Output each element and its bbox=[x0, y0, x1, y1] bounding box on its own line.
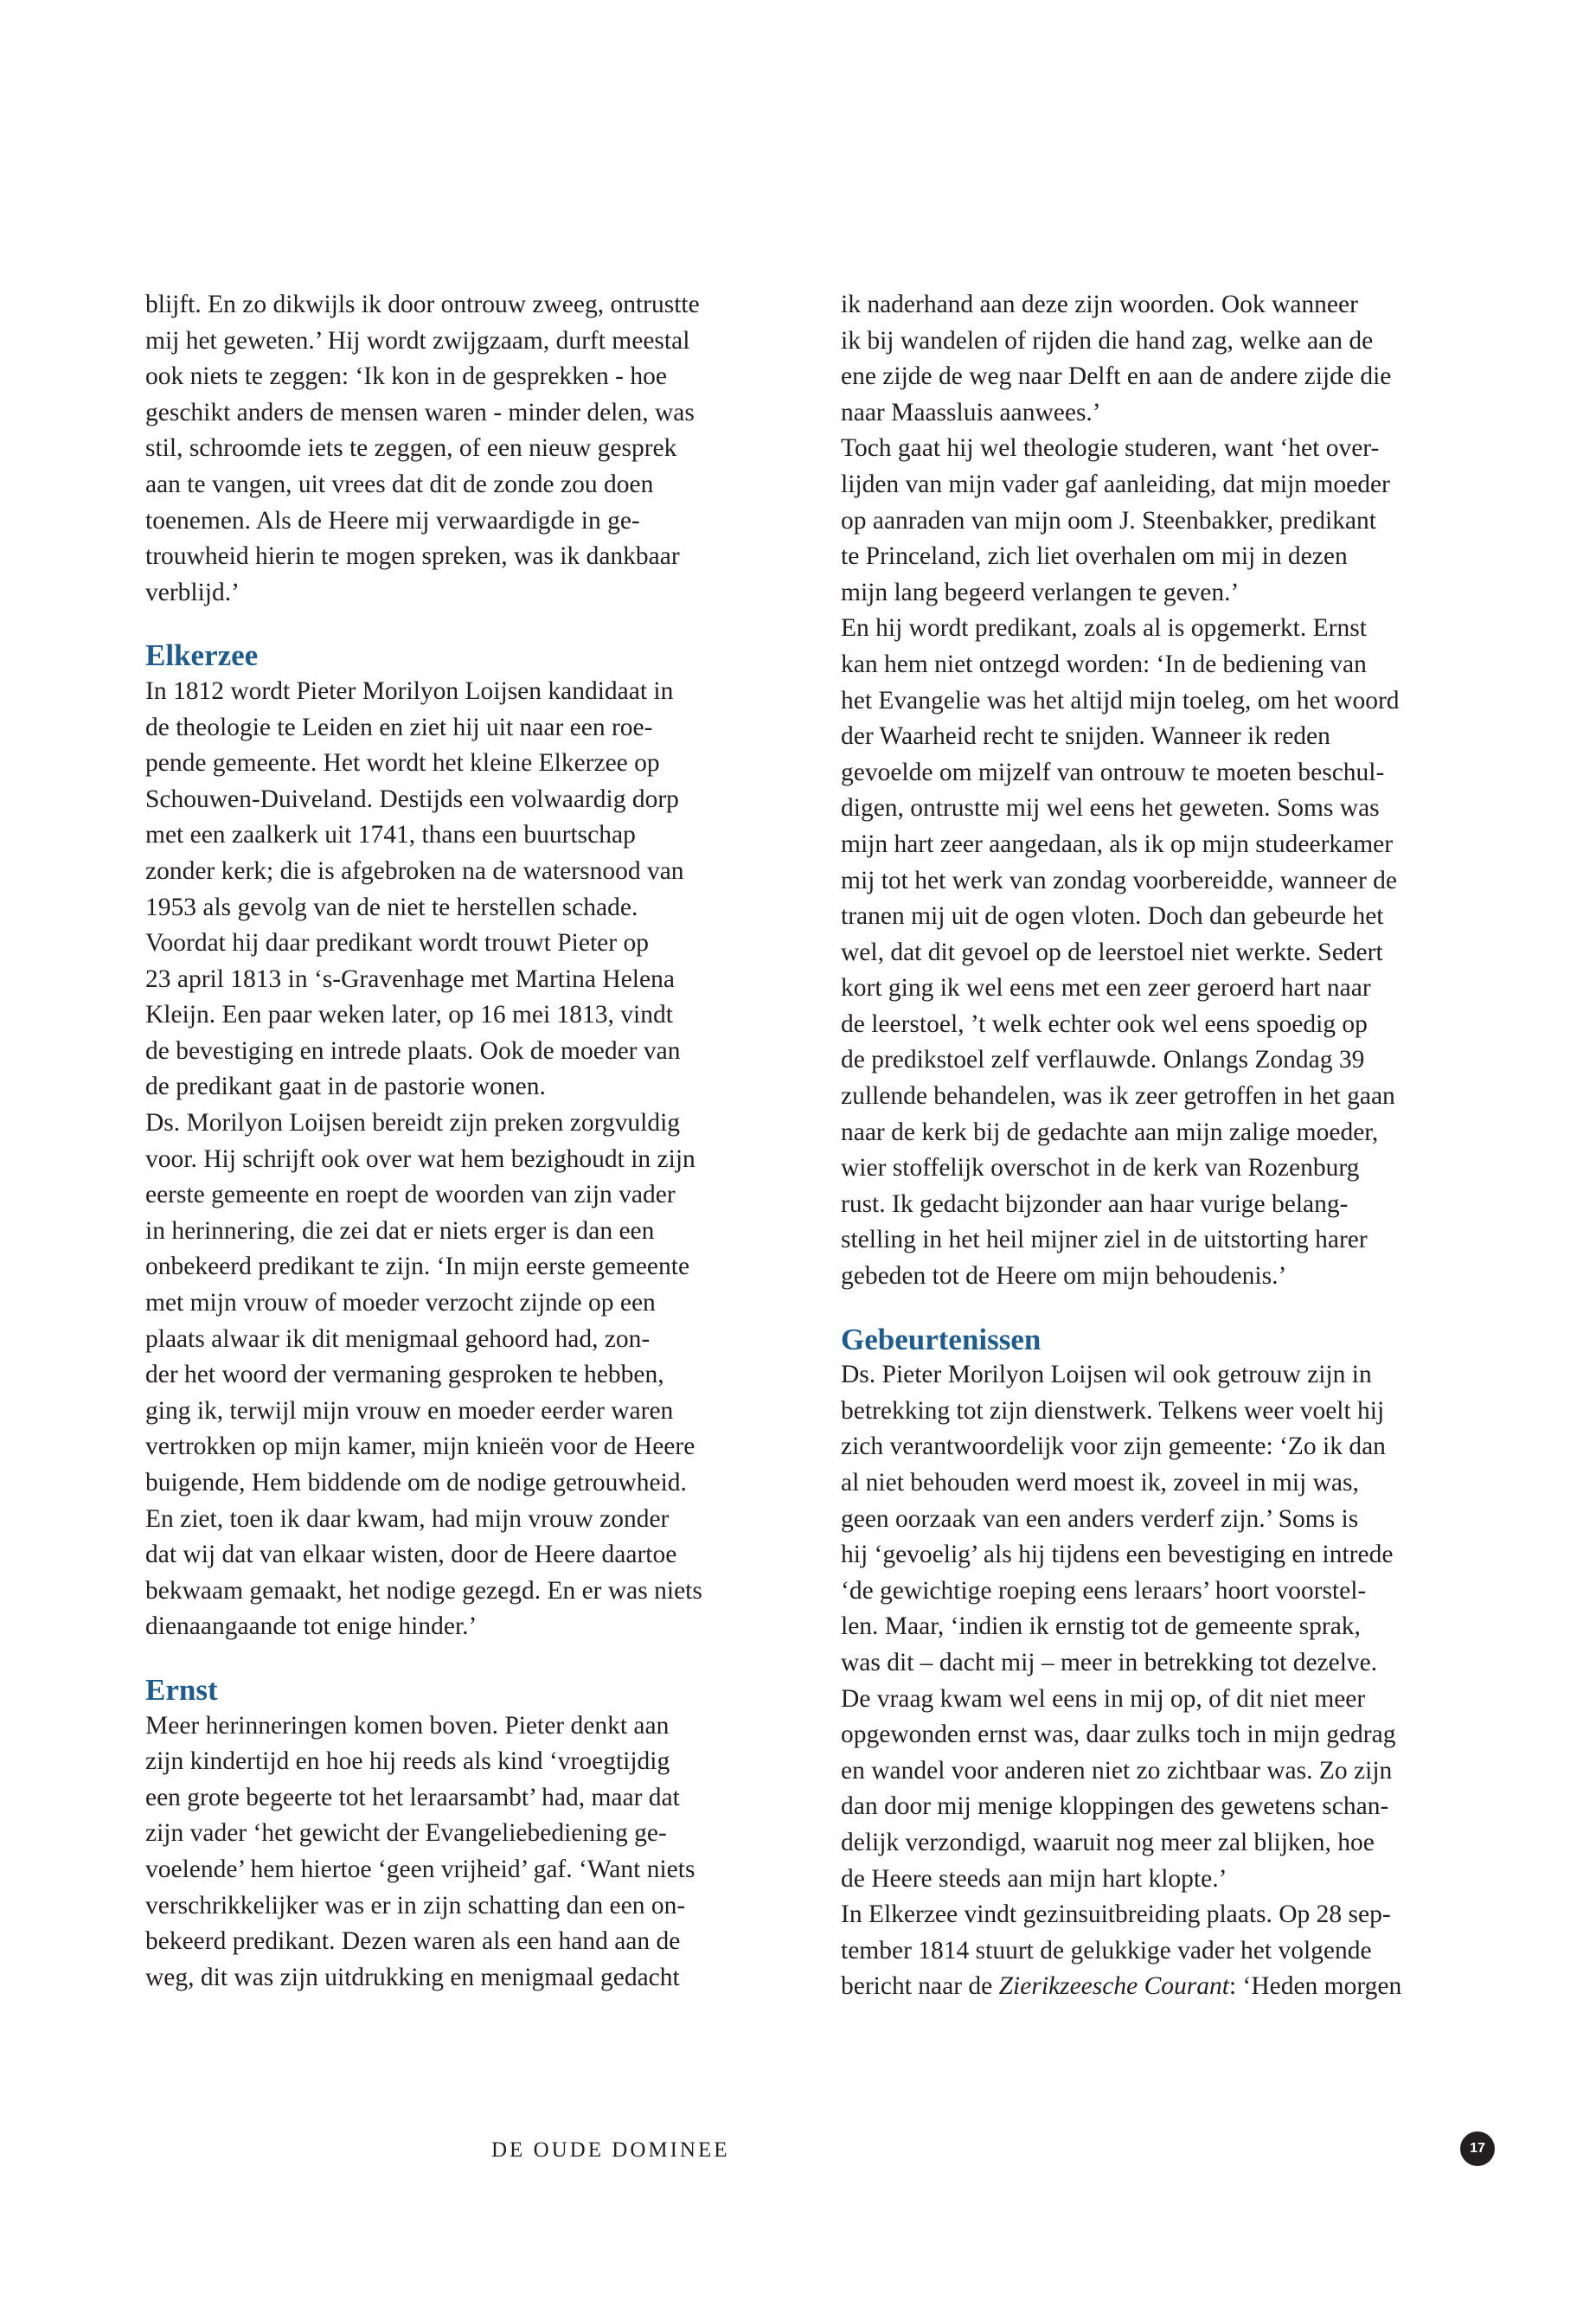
text-line: wel, dat dit gevoel op de leerstoel niet werkte. Sedert bbox=[841, 938, 1383, 966]
text-line: ene zijde de weg naar Delft en aan de andere zijde die bbox=[841, 362, 1392, 391]
text-line: bekeerd predikant. Dezen waren als een hand aan de bbox=[145, 1927, 681, 1956]
text-line: digen, ontrustte mij wel eens het geweten. Soms was bbox=[841, 794, 1380, 823]
text-line: in herinnering, die zei dat er niets erger is dan een bbox=[145, 1216, 655, 1245]
text-line: mij het geweten.’ Hij wordt zwijgzaam, durft meestal bbox=[145, 326, 690, 355]
text-line: Schouwen-Duiveland. Destijds een volwaardig dorp bbox=[145, 785, 679, 813]
text-line: Meer herinneringen komen boven. Pieter denkt aan bbox=[145, 1711, 670, 1740]
text-line: dienaangaande tot enige hinder.’ bbox=[145, 1612, 478, 1641]
text-line: ik naderhand aan deze zijn woorden. Ook wanneer bbox=[841, 291, 1358, 318]
ernst-section-text bbox=[145, 1708, 811, 1997]
text-line: kan hem niet ontzegd worden: ‘In de bediening van bbox=[841, 650, 1367, 678]
text-line: geen oorzaak van een anders verderf zijn.’ Soms is bbox=[841, 1504, 1359, 1533]
heading-gebeurtenissen: Gebeurtenissen bbox=[841, 1322, 1042, 1356]
text-line: mijn hart zeer aangedaan, als ik op mijn studeerkamer bbox=[841, 830, 1394, 858]
text-line: blijft. En zo dikwijls ik door ontrouw zweeg, ontrustte bbox=[145, 291, 700, 318]
left-intro-paragraph bbox=[145, 287, 811, 611]
heading-elkerzee: Elkerzee bbox=[145, 638, 259, 673]
text-line: toenemen. Als de Heere mij verwaardigde in ge- bbox=[145, 506, 640, 535]
text-line: tranen mij uit de ogen vloten. Doch dan gebeurde het bbox=[841, 902, 1384, 931]
text-line: al niet behouden werd moest ik, zoveel in mij was, bbox=[841, 1469, 1359, 1497]
text-line: ook niets te zeggen: ‘Ik kon in de gesprekken - hoe bbox=[145, 362, 667, 391]
text-line: dan door mij menige kloppingen des gewetens schan- bbox=[841, 1792, 1389, 1821]
text-line: stelling in het heil mijner ziel in de uitstorting harer bbox=[841, 1226, 1368, 1254]
text-line: De vraag kwam wel eens in mij op, of dit niet meer bbox=[841, 1684, 1366, 1713]
newspaper-title: Zierikzeesche Courant bbox=[998, 1972, 1229, 2001]
text-line: 1953 als gevolg van de niet te herstellen schade. bbox=[145, 893, 638, 921]
text-line: zonder kerk; die is afgebroken na de watersnood van bbox=[145, 856, 684, 885]
text-line: Ds. Pieter Morilyon Loijsen wil ook getrouw zijn in bbox=[841, 1361, 1372, 1389]
text-line: Toch gaat hij wel theologie studeren, want ‘het over- bbox=[841, 434, 1380, 463]
text-line: verblijd.’ bbox=[145, 578, 240, 606]
text-line: plaats alwaar ik dit menigmaal gehoord had, zon- bbox=[145, 1324, 651, 1353]
text-line: de bevestiging en intrede plaats. Ook de moeder van bbox=[145, 1036, 681, 1065]
text-line: zullende behandelen, was ik zeer getroffen in het gaan bbox=[841, 1082, 1395, 1111]
text-line: hij ‘gevoelig’ als hij tijdens een bevestiging en intrede bbox=[841, 1541, 1394, 1569]
text-line: het Evangelie was het altijd mijn toeleg, om het woord bbox=[841, 686, 1400, 715]
text-line: naar de kerk bij de gedachte aan mijn zalige moeder, bbox=[841, 1118, 1379, 1146]
text-line: eerste gemeente en roept de woorden van zijn vader bbox=[145, 1181, 676, 1209]
text-line: gebeden tot de Heere om mijn behoudenis.’ bbox=[841, 1262, 1287, 1291]
text-line: zijn kindertijd en hoe hij reeds als kind ‘vroegtijdig bbox=[145, 1747, 670, 1776]
text-line: ‘de gewichtige roeping eens leraars’ hoort voorstel- bbox=[841, 1576, 1367, 1605]
text-line: dat wij dat van elkaar wisten, door de Heere daartoe bbox=[145, 1541, 677, 1569]
text-line: de Heere steeds aan mijn hart klopte.’ bbox=[841, 1864, 1227, 1893]
text-line-part: : ‘Heden morgen bbox=[1228, 1972, 1402, 2001]
text-line: ging ik, terwijl mijn vrouw en moeder eerder waren bbox=[145, 1396, 674, 1425]
page-number-badge: 17 bbox=[1460, 2131, 1495, 2166]
text-line: weg, dit was zijn uitdrukking en menigmaal gedacht bbox=[145, 1963, 680, 1991]
text-line: delijk verzondigd, waaruit nog meer zal blijken, hoe bbox=[841, 1828, 1375, 1856]
text-line: buigende, Hem biddende om de nodige getrouwheid. bbox=[145, 1469, 687, 1497]
text-line: opgewonden ernst was, daar zulks toch in mijn gedrag bbox=[841, 1721, 1396, 1749]
text-line: de predikant gaat in de pastorie wonen. bbox=[145, 1073, 546, 1101]
heading-ernst: Ernst bbox=[145, 1672, 218, 1707]
text-line: lijden van mijn vader gaf aanleiding, dat mijn moeder bbox=[841, 470, 1390, 498]
text-line bbox=[841, 1969, 1507, 2005]
text-line: wier stoffelijk overschot in de kerk van Rozenburg bbox=[841, 1154, 1360, 1183]
publication-title: DE OUDE DOMINEE bbox=[491, 2138, 730, 2162]
text-line: mijn lang begeerd verlangen te geven.’ bbox=[841, 578, 1240, 606]
text-line: rust. Ik gedacht bijzonder aan haar vurige belang- bbox=[841, 1189, 1349, 1218]
text-line: En ziet, toen ik daar kwam, had mijn vrouw zonder bbox=[145, 1504, 670, 1533]
text-line: onbekeerd predikant te zijn. ‘In mijn eerste gemeente bbox=[145, 1253, 690, 1281]
text-line: bekwaam gemaakt, het nodige gezegd. En er was niets bbox=[145, 1576, 702, 1605]
text-line: pende gemeente. Het wordt het kleine Elkerzee op bbox=[145, 749, 660, 778]
left-column bbox=[145, 287, 811, 1996]
text-line: betrekking tot zijn dienstwerk. Telkens weer voelt hij bbox=[841, 1396, 1385, 1425]
text-line: voor. Hij schrijft ook over wat hem bezighoudt in zijn bbox=[145, 1144, 695, 1173]
text-line: stil, schroomde iets te zeggen, of een nieuw gesprek bbox=[145, 434, 677, 463]
text-line: naar Maassluis aanwees.’ bbox=[841, 398, 1101, 426]
text-line-part: bericht naar de bbox=[841, 1972, 999, 2001]
text-line: Ds. Morilyon Loijsen bereidt zijn preken zorgvuldig bbox=[145, 1109, 681, 1138]
text-line: geschikt anders de mensen waren - minder delen, was bbox=[145, 398, 695, 426]
elkerzee-section-text bbox=[145, 674, 811, 1645]
text-line: met een zaalkerk uit 1741, thans een buurtschap bbox=[145, 821, 636, 849]
text-line: met mijn vrouw of moeder verzocht zijnde op een bbox=[145, 1289, 656, 1317]
text-line: Kleijn. Een paar weken later, op 16 mei 1813, vindt bbox=[145, 1001, 673, 1029]
text-line: En hij wordt predikant, zoals al is opgemerkt. Ernst bbox=[841, 614, 1367, 643]
text-line: te Princeland, zich liet overhalen om mij in dezen bbox=[841, 542, 1348, 571]
text-line: len. Maar, ‘indien ik ernstig tot de gemeente sprak, bbox=[841, 1612, 1361, 1641]
text-line: de leerstoel, ’t welk echter ook wel eens spoedig op bbox=[841, 1009, 1368, 1038]
text-line: kort ging ik wel eens met een zeer geroerd hart naar bbox=[841, 974, 1371, 1003]
right-intro-paragraph bbox=[841, 287, 1507, 1295]
text-line: op aanraden van mijn oom J. Steenbakker, predikant bbox=[841, 506, 1376, 535]
text-line: was dit – dacht mij – meer in betrekking tot dezelve. bbox=[841, 1648, 1378, 1676]
text-line: In Elkerzee vindt gezinsuitbreiding plaats. Op 28 sep- bbox=[841, 1900, 1391, 1929]
text-line: tember 1814 stuurt de gelukkige vader het volgende bbox=[841, 1936, 1372, 1965]
text-line: der Waarheid recht te snijden. Wanneer ik reden bbox=[841, 722, 1330, 751]
text-line: mij tot het werk van zondag voorbereidde, wanneer de bbox=[841, 866, 1398, 894]
text-line: gevoelde om mijzelf van ontrouw te moeten beschul- bbox=[841, 758, 1385, 786]
text-line: Voordat hij daar predikant wordt trouwt Pieter op bbox=[145, 929, 649, 958]
text-line: aan te vangen, uit vrees dat dit de zonde zou doen bbox=[145, 470, 654, 498]
text-line: verschrikkelijker was er in zijn schatting dan een on- bbox=[145, 1891, 686, 1920]
text-line: en wandel voor anderen niet zo zichtbaar was. Zo zijn bbox=[841, 1756, 1393, 1785]
text-line: zich verantwoordelijk voor zijn gemeente: ‘Zo ik dan bbox=[841, 1433, 1386, 1461]
text-line: 23 april 1813 in ‘s-Gravenhage met Martina Helena bbox=[145, 965, 675, 993]
text-line: zijn vader ‘het gewicht der Evangeliebediening ge- bbox=[145, 1819, 667, 1848]
right-column bbox=[841, 287, 1507, 2005]
text-line: de predikstoel zelf verflauwde. Onlangs Zondag 39 bbox=[841, 1046, 1365, 1074]
text-line: een grote begeerte tot het leraarsambt’ had, maar dat bbox=[145, 1783, 680, 1811]
text-line: de theologie te Leiden en ziet hij uit naar een roe- bbox=[145, 713, 653, 741]
gebeurtenissen-section-text bbox=[841, 1357, 1507, 1969]
text-line: der het woord der vermaning gesproken te hebben, bbox=[145, 1361, 664, 1389]
text-line: In 1812 wordt Pieter Morilyon Loijsen kandidaat in bbox=[145, 676, 674, 705]
text-line: voelende’ hem hiertoe ‘geen vrijheid’ gaf. ‘Want niets bbox=[145, 1855, 695, 1883]
text-line: vertrokken op mijn kamer, mijn knieën voor de Heere bbox=[145, 1433, 695, 1461]
text-line: trouwheid hierin te mogen spreken, was ik dankbaar bbox=[145, 542, 680, 571]
text-line: ik bij wandelen of rijden die hand zag, welke aan de bbox=[841, 326, 1374, 355]
